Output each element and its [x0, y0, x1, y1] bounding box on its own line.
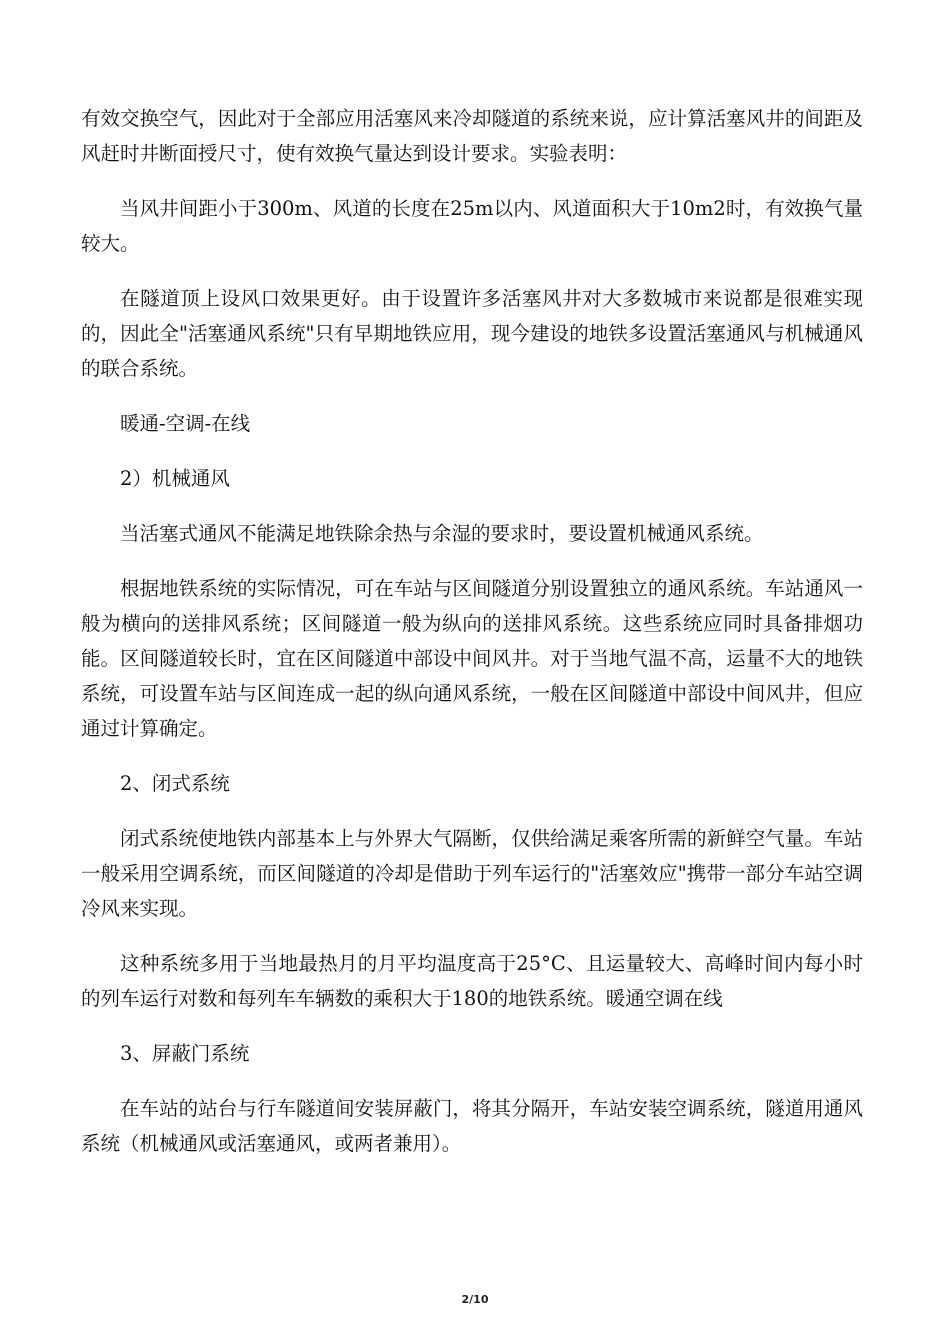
section-heading-closed-system: 2、闭式系统 [120, 772, 230, 795]
paragraph-3: 在隧道顶上设风口效果更好。由于设置许多活塞风井对大多数城市来说都是很难实现的，因此全"活塞通风系统"只有早期地铁应用，现今建设的地铁多设置活塞通风与机械通风的联合系统。 [81, 287, 863, 380]
document-body [81, 101, 863, 1161]
paragraph-7: 根据地铁系统的实际情况，可在车站与区间隧道分别设置独立的通风系统。车站通风一般为横向的送排风系统；区间隧道一般为纵向的送排风系统。这些系统应同时具备排烟功能。区间隧道较长时，宜在区间隧道中部设中间风井。对于当地气温不高，运量不大的地铁系统，可设置车站与区间连成一起的纵向通风系统，一般在区间隧道中部设中间风井，但应通过计算确定。 [81, 577, 863, 740]
paragraph-6: 当活塞式通风不能满足地铁除余热与余湿的要求时，要设置机械通风系统。 [120, 522, 764, 545]
paragraph-12: 在车站的站台与行车隧道间安装屏蔽门，将其分隔开，车站安装空调系统，隧道用通风系统（机械通风或活塞通风，或两者兼用）。 [81, 1097, 863, 1155]
paragraph-9: 闭式系统使地铁内部基本上与外界大气隔断，仅供给满足乘客所需的新鲜空气量。车站一般采用空调系统，而区间隧道的冷却是借助于列车运行的"活塞效应"携带一部分车站空调冷风来实现。 [81, 827, 863, 920]
paragraph-10: 这种系统多用于当地最热月的月平均温度高于25°C、且运量较大、高峰时间内每小时的列车运行对数和每列车车辆数的乘积大于180的地铁系统。暖通空调在线 [81, 952, 863, 1010]
page-number: 2/10 [461, 1293, 489, 1306]
paragraph-2: 当风井间距小于300m、风道的长度在25m以内、风道面积大于10m2时，有效换气量较大。 [81, 197, 863, 255]
section-heading-mechanical-ventilation: 2）机械通风 [120, 467, 230, 490]
paragraph-1: 有效交换空气，因此对于全部应用活塞风来冷却隧道的系统来说，应计算活塞风井的间距及风赶时井断面授尺寸，使有效换气量达到设计要求。实验表明： [81, 107, 863, 165]
paragraph-4: 暖通-空调-在线 [120, 412, 251, 435]
section-heading-screen-door-system: 3、屏蔽门系统 [120, 1042, 250, 1065]
